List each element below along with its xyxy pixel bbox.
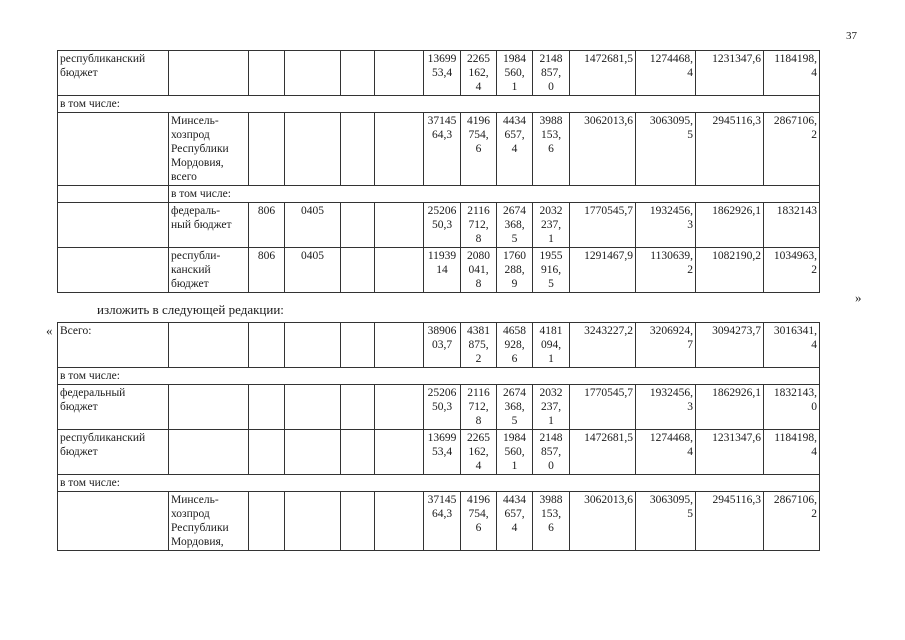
row-sublabel: федераль- ный бюджет bbox=[169, 203, 249, 248]
table-row bbox=[58, 368, 820, 385]
amount-cell: 1932456, 3 bbox=[636, 385, 696, 430]
amount-cell: 2148 857, 0 bbox=[533, 51, 570, 96]
table-row bbox=[58, 113, 820, 186]
amount-cell: 1984 560, 1 bbox=[497, 430, 533, 475]
section-code: 0405 bbox=[285, 203, 341, 248]
amount-cell: 1770545,7 bbox=[570, 203, 636, 248]
table-row bbox=[58, 430, 820, 475]
amount-cell: 25206 50,3 bbox=[424, 385, 461, 430]
table-row bbox=[58, 203, 820, 248]
amount-cell: 3988 153, 6 bbox=[533, 492, 570, 551]
amount-cell: 1034963, 2 bbox=[764, 248, 820, 293]
row-sublabel bbox=[169, 430, 249, 475]
row-label bbox=[58, 492, 169, 551]
amount-cell: 2148 857, 0 bbox=[533, 430, 570, 475]
row-label: в том числе: bbox=[58, 368, 820, 385]
grbs-code: 806 bbox=[249, 248, 285, 293]
amount-cell: 1291467,9 bbox=[570, 248, 636, 293]
amount-cell: 1984 560, 1 bbox=[497, 51, 533, 96]
empty-cell bbox=[341, 430, 375, 475]
table-row bbox=[58, 186, 820, 203]
amount-cell: 3243227,2 bbox=[570, 323, 636, 368]
section-code bbox=[285, 385, 341, 430]
amount-cell: 4434 657, 4 bbox=[497, 113, 533, 186]
grbs-code bbox=[249, 113, 285, 186]
row-sublabel bbox=[169, 385, 249, 430]
section-code bbox=[285, 492, 341, 551]
budget-table-after bbox=[57, 322, 820, 551]
amount-cell: 1130639, 2 bbox=[636, 248, 696, 293]
amount-cell: 1231347,6 bbox=[696, 430, 764, 475]
amount-cell: 2674 368, 5 bbox=[497, 203, 533, 248]
amount-cell: 1832143, 0 bbox=[764, 385, 820, 430]
amount-cell: 1932456, 3 bbox=[636, 203, 696, 248]
row-sublabel bbox=[169, 51, 249, 96]
amount-cell: 4196 754, 6 bbox=[461, 113, 497, 186]
empty-cell bbox=[341, 113, 375, 186]
amount-cell: 2080 041, 8 bbox=[461, 248, 497, 293]
grbs-code bbox=[249, 385, 285, 430]
section-code: 0405 bbox=[285, 248, 341, 293]
amount-cell: 11939 14 bbox=[424, 248, 461, 293]
empty-cell bbox=[375, 51, 424, 96]
empty-cell bbox=[375, 430, 424, 475]
row-label: в том числе: bbox=[169, 186, 820, 203]
amount-cell: 3016341, 4 bbox=[764, 323, 820, 368]
row-sublabel bbox=[169, 323, 249, 368]
amount-cell: 37145 64,3 bbox=[424, 492, 461, 551]
amount-cell: 1770545,7 bbox=[570, 385, 636, 430]
amount-cell: 2116 712, 8 bbox=[461, 385, 497, 430]
empty-cell bbox=[58, 186, 169, 203]
empty-cell bbox=[375, 113, 424, 186]
grbs-code bbox=[249, 430, 285, 475]
grbs-code bbox=[249, 323, 285, 368]
empty-cell bbox=[341, 248, 375, 293]
amount-cell: 2945116,3 bbox=[696, 113, 764, 186]
amount-cell: 1472681,5 bbox=[570, 51, 636, 96]
budget-table-before bbox=[57, 50, 820, 293]
grbs-code bbox=[249, 51, 285, 96]
page-number: 37 bbox=[846, 30, 857, 42]
empty-cell bbox=[375, 385, 424, 430]
amount-cell: 1184198, 4 bbox=[764, 51, 820, 96]
row-sublabel: Минсель- хозпрод Республики Мордовия, всего bbox=[169, 113, 249, 186]
amount-cell: 38906 03,7 bbox=[424, 323, 461, 368]
amount-cell: 1862926,1 bbox=[696, 203, 764, 248]
table-row bbox=[58, 96, 820, 113]
row-label bbox=[58, 203, 169, 248]
table-row bbox=[58, 492, 820, 551]
amount-cell: 3988 153, 6 bbox=[533, 113, 570, 186]
closing-quote: » bbox=[855, 290, 862, 305]
amount-cell: 2116 712, 8 bbox=[461, 203, 497, 248]
row-label: федеральный бюджет bbox=[58, 385, 169, 430]
amount-cell: 3206924, 7 bbox=[636, 323, 696, 368]
amount-cell: 1231347,6 bbox=[696, 51, 764, 96]
amount-cell: 2867106, 2 bbox=[764, 492, 820, 551]
row-sublabel: республи- канский бюджет bbox=[169, 248, 249, 293]
row-label bbox=[58, 113, 169, 186]
empty-cell bbox=[341, 492, 375, 551]
amount-cell: 1832143 bbox=[764, 203, 820, 248]
amount-cell: 4434 657, 4 bbox=[497, 492, 533, 551]
amendment-caption: изложить в следующей редакции: bbox=[97, 302, 284, 317]
section-code bbox=[285, 113, 341, 186]
opening-quote: « bbox=[46, 323, 53, 338]
amount-cell: 3063095, 5 bbox=[636, 492, 696, 551]
empty-cell bbox=[375, 323, 424, 368]
amount-cell: 2032 237, 1 bbox=[533, 203, 570, 248]
amount-cell: 13699 53,4 bbox=[424, 430, 461, 475]
amount-cell: 1082190,2 bbox=[696, 248, 764, 293]
row-sublabel: Минсель- хозпрод Республики Мордовия, bbox=[169, 492, 249, 551]
empty-cell bbox=[341, 385, 375, 430]
empty-cell bbox=[341, 203, 375, 248]
row-label bbox=[58, 248, 169, 293]
empty-cell bbox=[375, 248, 424, 293]
amount-cell: 25206 50,3 bbox=[424, 203, 461, 248]
amount-cell: 3063095, 5 bbox=[636, 113, 696, 186]
row-label: в том числе: bbox=[58, 475, 820, 492]
empty-cell bbox=[341, 323, 375, 368]
amount-cell: 2945116,3 bbox=[696, 492, 764, 551]
amount-cell: 4181 094, 1 bbox=[533, 323, 570, 368]
amount-cell: 4381 875, 2 bbox=[461, 323, 497, 368]
table-row bbox=[58, 323, 820, 368]
empty-cell bbox=[375, 492, 424, 551]
amount-cell: 2674 368, 5 bbox=[497, 385, 533, 430]
amount-cell: 1472681,5 bbox=[570, 430, 636, 475]
amount-cell: 1184198, 4 bbox=[764, 430, 820, 475]
amount-cell: 4196 754, 6 bbox=[461, 492, 497, 551]
empty-cell bbox=[341, 51, 375, 96]
amount-cell: 3062013,6 bbox=[570, 113, 636, 186]
table-row bbox=[58, 475, 820, 492]
row-label: Всего: bbox=[58, 323, 169, 368]
section-code bbox=[285, 430, 341, 475]
amount-cell: 1274468, 4 bbox=[636, 51, 696, 96]
amount-cell: 1760 288, 9 bbox=[497, 248, 533, 293]
grbs-code bbox=[249, 492, 285, 551]
amount-cell: 1955 916, 5 bbox=[533, 248, 570, 293]
amount-cell: 2265 162, 4 bbox=[461, 51, 497, 96]
grbs-code: 806 bbox=[249, 203, 285, 248]
amount-cell: 3062013,6 bbox=[570, 492, 636, 551]
table-row bbox=[58, 385, 820, 430]
amount-cell: 1862926,1 bbox=[696, 385, 764, 430]
amount-cell: 3094273,7 bbox=[696, 323, 764, 368]
amount-cell: 13699 53,4 bbox=[424, 51, 461, 96]
amount-cell: 2032 237, 1 bbox=[533, 385, 570, 430]
amount-cell: 1274468, 4 bbox=[636, 430, 696, 475]
row-label: республиканский бюджет bbox=[58, 430, 169, 475]
section-code bbox=[285, 323, 341, 368]
table-row bbox=[58, 248, 820, 293]
amount-cell: 2867106, 2 bbox=[764, 113, 820, 186]
amount-cell: 4658 928, 6 bbox=[497, 323, 533, 368]
amount-cell: 2265 162, 4 bbox=[461, 430, 497, 475]
row-label: республиканский бюджет bbox=[58, 51, 169, 96]
empty-cell bbox=[375, 203, 424, 248]
amount-cell: 37145 64,3 bbox=[424, 113, 461, 186]
section-code bbox=[285, 51, 341, 96]
table-row bbox=[58, 51, 820, 96]
row-label: в том числе: bbox=[58, 96, 820, 113]
